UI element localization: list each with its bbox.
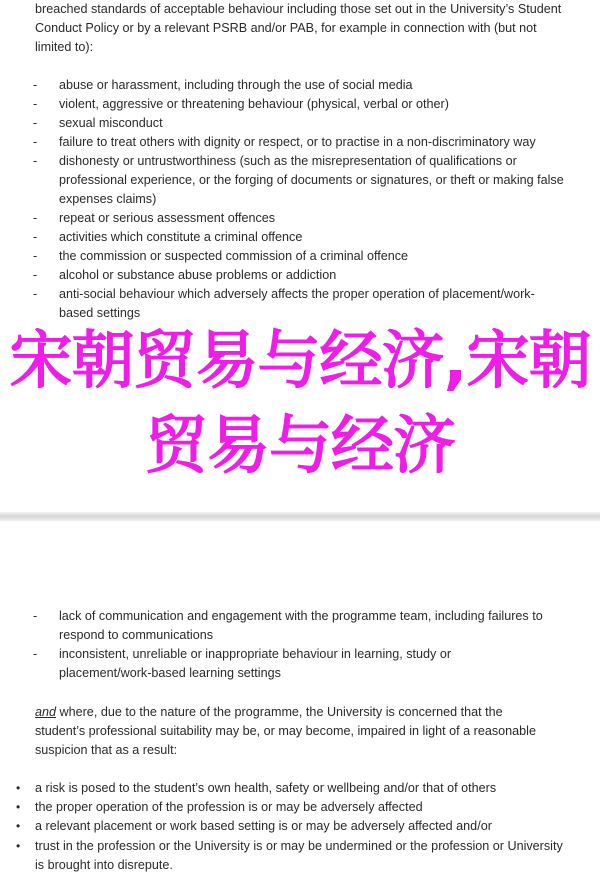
list-item: - sexual misconduct [33, 114, 593, 133]
list-item: - lack of communication and engagement with the programme team, including failures to respond to communications [33, 607, 593, 645]
list-item: • trust in the profession or the University is or may be undermined or the profession or University is brought into disrepute. [16, 837, 591, 875]
list-item: - violent, aggressive or threatening behaviour (physical, verbal or other) [33, 95, 593, 114]
list-item: - alcohol or substance abuse problems or addiction [33, 266, 593, 285]
and-paragraph [35, 703, 547, 760]
overlay-title: 宋朝贸易与经济,宋朝贸易与经济 [9, 324, 591, 482]
intro-paragraph [35, 0, 595, 57]
list-item: • a relevant placement or work based setting is or may be adversely affected and/or [16, 817, 591, 836]
list-item: - dishonesty or untrustworthiness (such as the misrepresentation of qualifications or professional experience, or the forging of documents or signatures, or theft or making false expenses claims) [33, 152, 593, 209]
list-item: • a risk is posed to the student’s own health, safety or wellbeing and/or that of others [16, 779, 591, 798]
list-item: • the proper operation of the profession is or may be adversely affected [16, 798, 591, 817]
list-item: - inconsistent, unreliable or inappropriate behaviour in learning, study or placement/work-based learning settings [33, 645, 593, 683]
list-item: - the commission or suspected commission of a criminal offence [33, 247, 593, 266]
list-item: - abuse or harassment, including through the use of social media [33, 76, 593, 95]
list-item: - anti-social behaviour which adversely affects the proper operation of placement/work-based settings [33, 285, 593, 323]
list-item: - activities which constitute a criminal offence [33, 228, 593, 247]
list-item: - repeat or serious assessment offences [33, 209, 593, 228]
intro-line: limited to): [35, 40, 94, 54]
risk-list [16, 779, 591, 875]
engagement-list [33, 607, 593, 683]
intro-line: breached standards of acceptable behaviour including those set out in the University’s Student [35, 2, 562, 16]
and-lead: and [35, 705, 57, 719]
intro-line: Conduct Policy or by a relevant PSRB and/or PAB, for example in connection with (but not [35, 21, 537, 35]
misconduct-list [33, 76, 593, 323]
list-item: - failure to treat others with dignity or respect, or to practise in a non-discriminatory way [33, 133, 593, 152]
page-break-divider [0, 512, 600, 521]
and-rest: where, due to the nature of the programme, the University is concerned that the student’s professional suitability may be, or may become, impaired in light of a reasonable suspicion that as a result: [35, 705, 536, 757]
